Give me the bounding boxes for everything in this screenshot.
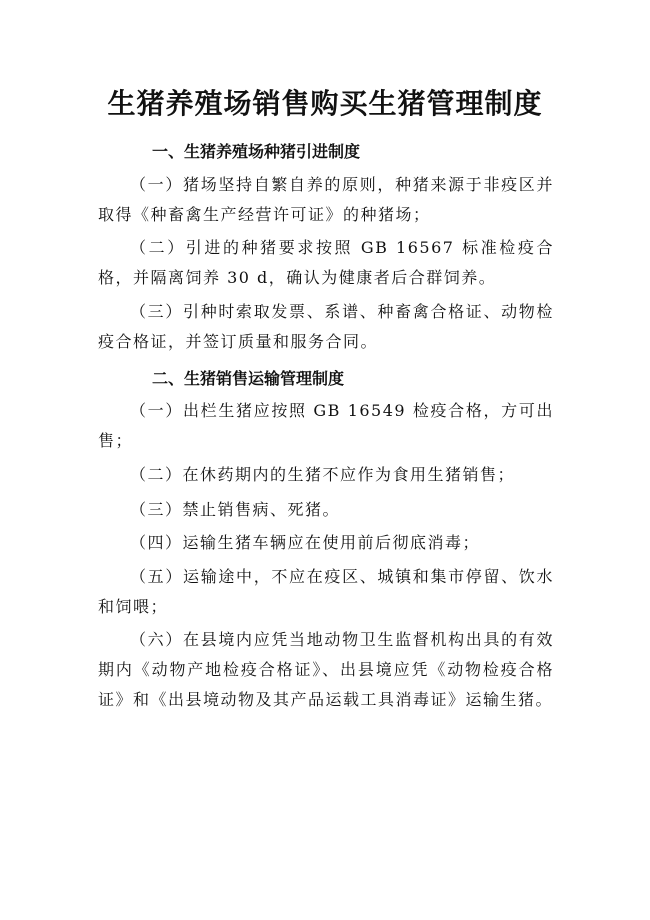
paragraph-1-2: （二）引进的种猪要求按照 GB 16567 标准检疫合格，并隔离饲养 30 d，确认为健康者后合群饲养。: [98, 238, 554, 287]
paragraph-2-4: （四）运输生猪车辆应在使用前后彻底消毒；: [130, 533, 481, 552]
paragraph-1-3: （三）引种时索取发票、系谱、种畜禽合格证、动物检疫合格证，并签订质量和服务合同。: [98, 302, 554, 351]
paragraph-1-1: （一）猪场坚持自繁自养的原则，种猪来源于非疫区并取得《种畜禽生产经营许可证》的种猪场；: [98, 175, 554, 224]
paragraph-2-2: （二）在休药期内的生猪不应作为食用生猪销售；: [130, 465, 516, 484]
paragraph-2-3: （三）禁止销售病、死猪。: [130, 500, 341, 519]
paragraph-2-1: （一）出栏生猪应按照 GB 16549 检疫合格，方可出售；: [98, 401, 554, 450]
section-heading-breeding-introduction: 一、生猪养殖场种猪引进制度: [152, 142, 361, 161]
document-title: 生猪养殖场销售购买生猪管理制度: [107, 87, 543, 120]
section-heading-sales-transport: 二、生猪销售运输管理制度: [152, 369, 345, 388]
paragraph-2-6: （六）在县境内应凭当地动物卫生监督机构出具的有效期内《动物产地检疫合格证》、出县境应凭《动物检疫合格证》和《出县境动物及其产品运载工具消毒证》运输生猪。: [98, 630, 554, 709]
paragraph-2-5: （五）运输途中，不应在疫区、城镇和集市停留、饮水和饲喂；: [98, 567, 554, 616]
